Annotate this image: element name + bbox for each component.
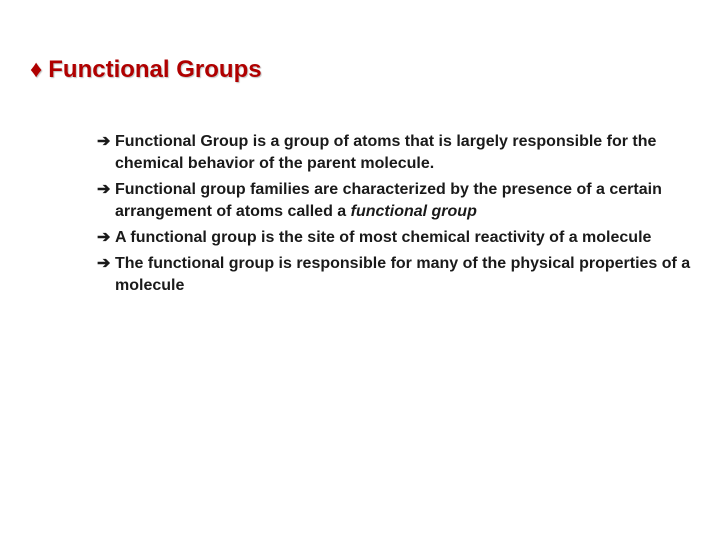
bullet-emphasis: functional group [350, 203, 477, 220]
bullet-list [97, 131, 707, 301]
bullet-text: The functional group is responsible for many of the physical properties of a molecule [115, 255, 691, 294]
bullet-item [97, 253, 707, 297]
arrow-bullet-icon: ➔ [97, 229, 111, 246]
arrow-bullet-icon: ➔ [97, 255, 111, 272]
bullet-item [97, 131, 707, 175]
bullet-text: Functional Group is a group of atoms that is largely responsible for the chemical behavior of the parent molecule. [115, 133, 657, 172]
slide-title [30, 54, 262, 86]
arrow-bullet-icon: ➔ [97, 181, 111, 198]
bullet-item [97, 179, 707, 223]
arrow-bullet-icon: ➔ [97, 133, 111, 150]
bullet-item [97, 227, 707, 249]
bullet-text: Functional group families are characterized by the presence of a certain arrangement of atoms called a [115, 181, 662, 220]
diamond-bullet-icon: ♦ [30, 56, 43, 83]
bullet-text: A functional group is the site of most chemical reactivity of a molecule [115, 229, 652, 246]
slide-title-text: Functional Groups [48, 56, 262, 83]
